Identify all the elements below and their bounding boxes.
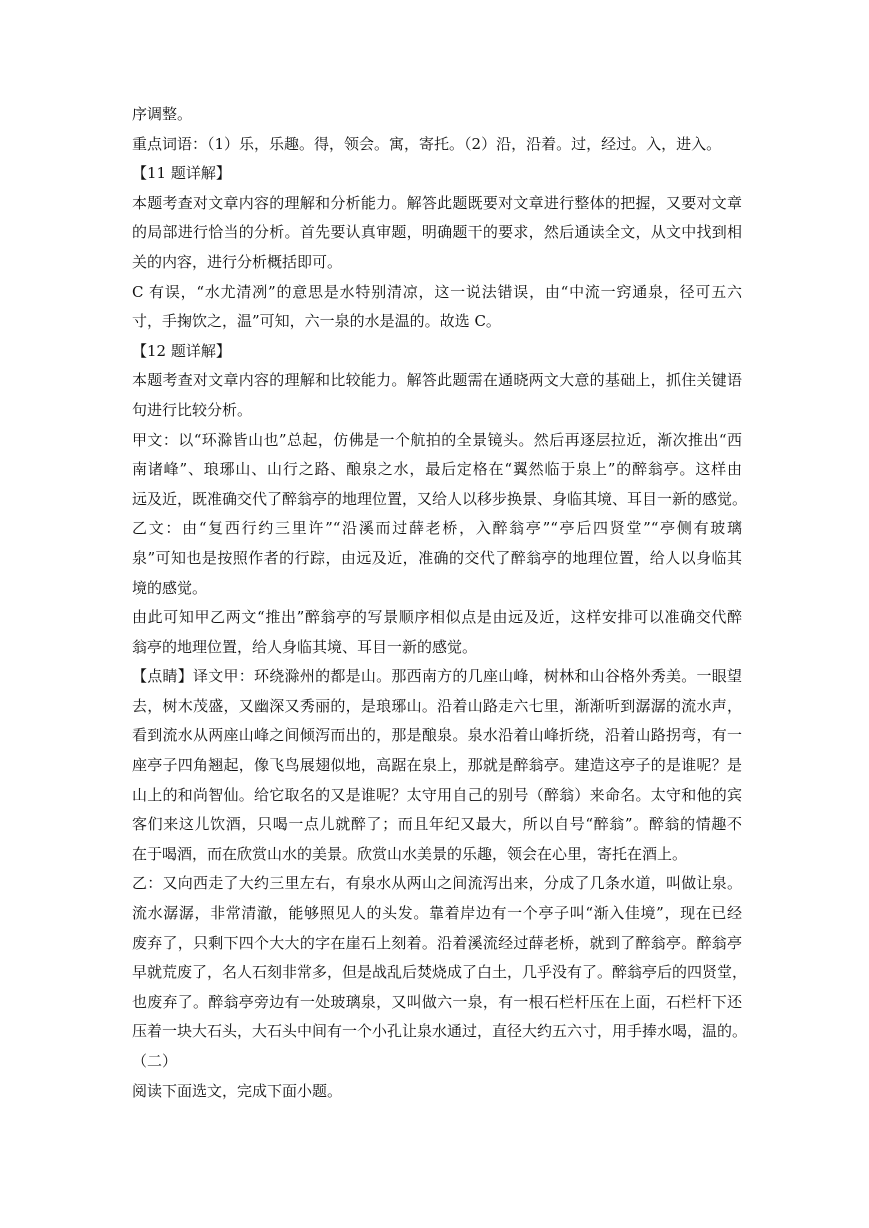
document-body	[132, 100, 748, 1106]
text-line: 流水潺潺，非常清澈，能够照见人的头发。靠着岸边有一个亭子叫“渐入佳境”，现在已经	[132, 904, 742, 923]
paragraph-q11-analysis	[132, 189, 742, 278]
text-line: 客们来这儿饮酒，只喝一点儿就醉了；而且年纪又最大，所以自号“醉翁”。醉翁的情趣不	[132, 815, 742, 834]
text-line: 由此可知甲乙两文“推出”醉翁亭的写景顺序相似点是由远及近，这样安排可以准确交代醉	[132, 608, 742, 627]
text-line: 【11 题详解】	[132, 164, 231, 183]
text-line: 翁亭的地理位置，给人身临其境、耳目一新的感觉。	[132, 637, 478, 656]
text-line: 【12 题详解】	[132, 341, 231, 360]
text-line: 废弃了，只剩下四个大大的字在崖石上刻着。沿着溪流经过薛老桥，就到了醉翁亭。醉翁亭	[132, 933, 742, 952]
text-line: 乙：又向西走了大约三里左右，有泉水从两山之间流泻出来，分成了几条水道，叫做让泉。	[132, 874, 742, 893]
text-line: （二）	[132, 1052, 178, 1070]
text-line: 本题考查对文章内容的理解和比较能力。解答此题需在通晓两文大意的基础上，抓住关键语	[132, 371, 742, 390]
text-line: 看到流水从两座山峰之间倾泻而出的，那是酿泉。泉水沿着山峰折绕，沿着山路拐弯，有一	[132, 726, 742, 745]
text-line: 也废弃了。醉翁亭旁边有一处玻璃泉，又叫做六一泉，有一根石栏杆压在上面，石栏杆下还	[132, 992, 742, 1011]
paragraph-text-a	[132, 426, 748, 515]
paragraph-q12-analysis	[132, 366, 742, 425]
text-line: 甲文：以“环滁皆山也”总起，仿佛是一个航拍的全景镜头。然后再逐层拉近，渐次推出“西	[132, 430, 742, 449]
text-line: 泉”可知也是按照作者的行踪，由远及近，准确的交代了醉翁亭的地理位置，给人以身临其	[132, 548, 742, 567]
text-line: 本题考查对文章内容的理解和分析能力。解答此题既要对文章进行整体的把握，又要对文章	[132, 193, 742, 212]
text-line: 阅读下面选文，完成下面小题。	[132, 1081, 343, 1100]
paragraph-translation-b	[132, 869, 748, 1047]
paragraph-q11-answer	[132, 278, 742, 337]
text-line: 山上的和尚智仙。给它取名的又是谁呢？太守用自己的别号（醉翁）来命名。太守和他的宾	[132, 785, 742, 804]
text-line: 压着一块大石头，大石头中间有一个小孔让泉水通过，直径大约五六寸，用手捧水喝，温的。	[132, 1022, 748, 1041]
text-line: 句进行比较分析。	[132, 400, 253, 419]
section-heading-two	[132, 1047, 742, 1077]
text-line: 在于喝酒，而在欣赏山水的美景。欣赏山水美景的乐趣，领会在心里，寄托在酒上。	[132, 844, 688, 863]
paragraph-conclusion	[132, 603, 742, 662]
text-line: 寸，手掬饮之，温”可知，六一泉的水是温的。故选 C。	[132, 312, 501, 331]
text-line: 乙文：由“复西行约三里许”“沿溪而过薛老桥，入醉翁亭”“亭后四贤堂”“亭侧有玻璃	[132, 519, 742, 538]
text-line: 关的内容，进行分析概括即可。	[132, 252, 343, 271]
heading-q12-detail	[132, 337, 742, 367]
heading-q11-detail	[132, 159, 742, 189]
text-line: 的局部进行恰当的分析。首先要认真审题，明确题干的要求，然后通读全文，从文中找到相	[132, 223, 742, 242]
paragraph-text-b	[132, 514, 742, 603]
text-line: 早就荒废了，名人石刻非常多，但是战乱后焚烧成了白土，几乎没有了。醉翁亭后的四贤堂，	[132, 963, 748, 982]
text-line: 序调整。	[132, 105, 193, 123]
paragraph-read-instruction	[132, 1077, 742, 1107]
text-line: 【点睛】译文甲：环绕滁州的都是山。那西南方的几座山峰，树林和山谷格外秀美。一眼望	[132, 667, 742, 686]
paragraph-key-words	[132, 130, 742, 160]
text-line: 重点词语：（1）乐，乐趣。得，领会。寓，寄托。（2）沿，沿着。过，经过。入，进入。	[132, 134, 722, 153]
text-line: 境的感觉。	[132, 578, 208, 597]
paragraph-translation-a	[132, 662, 742, 869]
text-line: 远及近，既准确交代了醉翁亭的地理位置，又给人以移步换景、身临其境、耳目一新的感觉。	[132, 489, 748, 508]
text-line: 去，树木茂盛，又幽深又秀丽的，是琅琊山。沿着山路走六七里，渐渐听到潺潺的流水声，	[132, 696, 742, 715]
text-line: 座亭子四角翘起，像飞鸟展翅似地，高踞在泉上，那就是醉翁亭。建造这亭子的是谁呢？是	[132, 756, 742, 775]
paragraph-sequence-adjust	[132, 100, 742, 130]
text-line: C 有误，“水尤清冽”的意思是水特别清凉，这一说法错误，由“中流一窍通泉，径可五六	[132, 282, 742, 301]
text-line: 南诸峰”、琅琊山、山行之路、酿泉之水，最后定格在“翼然临于泉上”的醉翁亭。这样由	[132, 460, 742, 479]
